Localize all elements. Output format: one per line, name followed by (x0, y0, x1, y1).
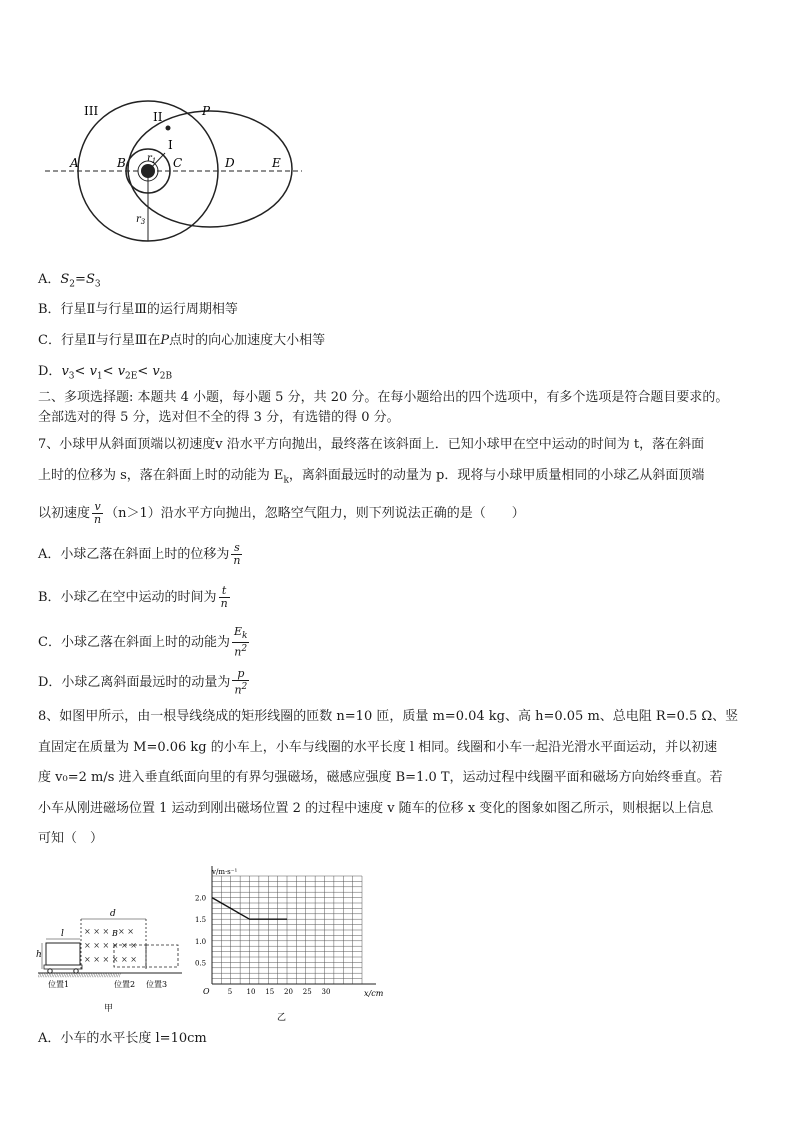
y-tick-label: 1.5 (195, 916, 207, 925)
label-h: h (36, 950, 42, 960)
q8-line1: 8、如图甲所示，由一根导线绕成的矩形线圈的匝数 n=10 匝，质量 m=0.04 kg、高 h=0.05 m、总电阻 R=0.5 Ω、竖 (38, 709, 739, 724)
orbit-diagram (40, 95, 310, 245)
chart-origin: O (203, 987, 210, 996)
q8-line3: 度 v₀=2 m/s 进入垂直纸面向里的有界匀强磁场，磁感应强度 B=1.0 T，运动过程中线圈平面和磁场方向始终垂直。若 (38, 770, 723, 785)
label-E: E (272, 156, 281, 170)
label-pos3: 位置3 (146, 980, 168, 989)
figure-jia (34, 905, 184, 1015)
q8-line2: 直固定在质量为 M=0.06 kg 的小车上，小车与线圈的水平长度 l 相同。线圈和小车一起沿光滑水平面运动，并以初速 (38, 740, 718, 755)
y-tick-label: 1.0 (195, 937, 207, 946)
q7-option-a: A．小球乙落在斜面上时的位移为 $\frac{s}{n}$ (38, 541, 241, 567)
figure-yi-chart (190, 862, 390, 1024)
y-tick-label: 0.5 (195, 959, 207, 968)
q6-option-a: A．$S_2=S_3$ (38, 272, 101, 290)
x-tick-label: 5 (227, 988, 233, 996)
label-B: B (112, 929, 118, 938)
chart-caption: 乙 (277, 1013, 287, 1023)
section2-line1: 二、多项选择题: 本题共 4 小题，每小题 5 分，共 20 分。在每小题给出的四个选项中，有多个选项是符合题目要求的。 (38, 390, 729, 405)
q7-line1: 7、小球甲从斜面顶端以初速度v 沿水平方向抛出，最终落在该斜面上．已知小球甲在空中运动的时间为 t，落在斜面 (38, 437, 705, 452)
y-tick-label: 2.0 (195, 894, 207, 903)
x-tick-label: 10 (246, 988, 256, 996)
coil-position1 (46, 943, 80, 965)
q7-line3: 以初速度 $\frac{v}{n}$ （n＞1）沿水平方向抛出，忽略空气阻力，则下列说法正确的是（ ） (38, 500, 525, 526)
label-pos2: 位置2 (114, 980, 136, 989)
label-I: I (168, 138, 173, 152)
label-B: B (117, 156, 126, 170)
q6-option-b: B．行星Ⅱ与行星Ⅲ的运行周期相等 (38, 302, 238, 317)
field-crosses: × × × × × × × × × × × × × × ×× × (84, 927, 137, 964)
label-A: A (70, 156, 79, 170)
x-tick-label: 15 (265, 988, 275, 996)
q7-option-c: C．小球乙落在斜面上时的动能为 $\frac{E_k}{n^2}$ (38, 625, 248, 659)
x-tick-label: 20 (284, 988, 293, 996)
label-r3: $r_3$ (136, 214, 146, 226)
chart-ylabel: v/m·s⁻¹ (212, 868, 238, 876)
q7-option-d: D．小球乙离斜面最远时的动量为 $\frac{p}{n^2}$ (38, 667, 248, 697)
label-II: II (153, 110, 163, 124)
q7-line2: 上时的位移为 s，落在斜面上时的动能为 $E_k$，离斜面最远时的动量为 p．现将与小球甲质量相同的小球乙从斜面顶端 (38, 468, 705, 486)
chart-xlabel: x/cm (364, 989, 384, 998)
q8-line5: 可知（ ） (38, 831, 104, 846)
label-l: l (61, 929, 64, 939)
label-C: C (173, 156, 183, 170)
coil-position3 (146, 945, 178, 967)
q6-option-c: C．行星Ⅱ与行星Ⅲ在P点时的向心加速度大小相等 (38, 333, 326, 348)
x-tick-label: 30 (321, 988, 331, 996)
q8-option-a: A．小车的水平长度 l=10cm (38, 1031, 207, 1046)
label-D: D (225, 156, 235, 170)
label-P: P (202, 104, 211, 118)
label-d: d (110, 909, 116, 919)
x-tick-label: 25 (302, 988, 312, 996)
label-pos1: 位置1 (48, 980, 70, 989)
caption-jia: 甲 (104, 1004, 114, 1014)
q8-line4: 小车从刚进磁场位置 1 运动到刚出磁场位置 2 的过程中速度 v 随车的位移 x 变化的图象如图乙所示，则根据以上信息 (38, 801, 714, 816)
q7-option-b: B．小球乙在空中运动的时间为 $\frac{t}{n}$ (38, 584, 228, 610)
svg-text://////////////////////////////: ///////////////////////////////////////////////// (38, 973, 121, 979)
label-r1: $r_1$ (147, 153, 157, 165)
section2-line2: 全部选对的得 5 分，选对但不全的得 3 分，有选错的得 0 分。 (38, 410, 400, 425)
q6-option-d: D．$v_3< v_1< v_{2E}< v_{2B}$ (38, 364, 173, 382)
label-III: III (84, 104, 99, 118)
